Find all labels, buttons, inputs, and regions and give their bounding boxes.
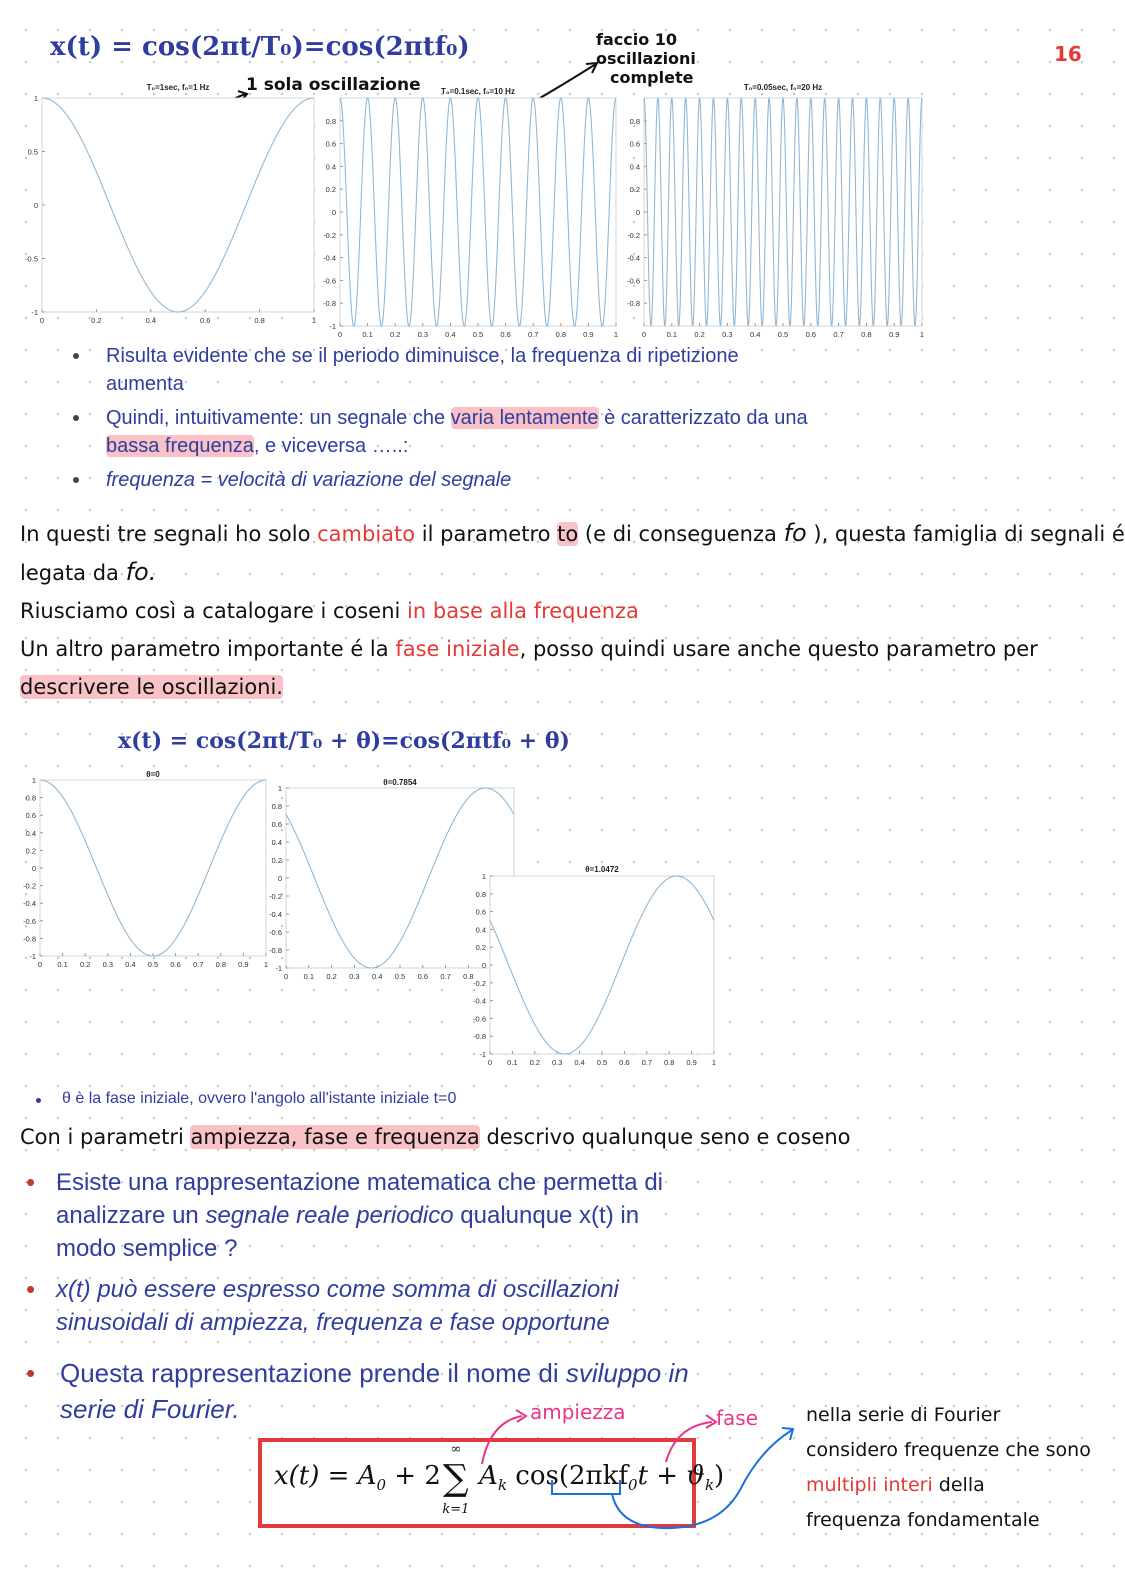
x-tick-label: 0 (337, 330, 343, 339)
x-tick-label: 0.5 (147, 960, 159, 969)
bullet-dot (36, 1098, 41, 1103)
plot-title: θ=0 (146, 770, 160, 779)
y-tick-label: -0.2 (627, 230, 640, 240)
y-tick-label: -1 (479, 1050, 486, 1059)
x-tick-label: 1 (919, 330, 925, 339)
formula-cos-phase: x(t) = cos(2πt/T₀ + θ)=cos(2πtf₀ + θ) (118, 728, 570, 754)
x-tick-label: 0.3 (102, 960, 114, 969)
x-tick-label: 0 (487, 1058, 493, 1067)
y-tick-label: -1 (31, 308, 38, 317)
y-tick-label: -0.4 (473, 996, 486, 1006)
note-text: fo. (125, 558, 157, 586)
annotation-line: faccio 10 (596, 30, 678, 49)
y-tick-label: 0.6 (271, 820, 282, 829)
y-tick-label: 0.6 (25, 811, 36, 821)
note-red-text: in base alla frequenza (407, 599, 639, 623)
formula-part: 0 (628, 1476, 638, 1495)
y-tick-label: -0.8 (323, 299, 336, 309)
x-tick-label: 0.4 (145, 316, 157, 325)
x-tick-label: 0.6 (417, 972, 429, 981)
highlight-text: to (557, 522, 579, 546)
x-tick-label: 0.8 (254, 316, 265, 325)
y-tick-label: 0.2 (325, 185, 336, 195)
y-tick-label: 1 (481, 872, 486, 881)
y-tick-label: 0.2 (475, 943, 486, 953)
x-tick-label: 0.2 (694, 330, 705, 339)
y-tick-label: 0.8 (25, 793, 36, 803)
formula-part: ) (714, 1461, 725, 1491)
y-tick-label: 0.6 (629, 139, 640, 149)
x-tick-label: 0.9 (238, 960, 249, 969)
y-tick-label: -1 (329, 322, 336, 331)
plot-area (490, 876, 714, 1054)
plot-title: T₀=1sec, f₀=1 Hz (146, 83, 210, 92)
y-tick-label: -0.6 (627, 276, 640, 286)
y-tick-label: -0.2 (269, 892, 282, 901)
bullet-text: Questa rappresentazione prende il nome di (60, 1358, 566, 1388)
y-tick-label: -0.4 (627, 253, 640, 263)
bullet-dot: • (26, 1358, 36, 1388)
note-text: considero frequenze che sono (806, 1439, 1091, 1461)
x-tick-label: 0.8 (463, 972, 474, 981)
x-tick-label: 0.5 (394, 972, 406, 981)
formula-cos-period: x(t) = cos(2πt/T₀)=cos(2πtf₀) (50, 32, 470, 62)
bullet-text: è caratterizzato da una (598, 407, 808, 429)
x-tick-label: 1 (311, 316, 317, 325)
bullet-text: serie di Fourier. (60, 1394, 240, 1424)
note-text: Con i parametri (20, 1125, 191, 1149)
plot-area (42, 98, 314, 312)
plot-area (40, 780, 266, 956)
plot-phase-0 (18, 770, 278, 975)
x-tick-label: 0.4 (371, 972, 383, 981)
note-line (20, 668, 1125, 706)
plot-area (340, 98, 616, 326)
y-tick-label: 0.2 (629, 185, 640, 195)
bullet-dot: • (26, 1274, 36, 1304)
y-tick-label: 0.8 (325, 116, 336, 126)
bullet-text: modo semplice ? (56, 1235, 238, 1262)
bullet-text: Quindi, intuitivamente: un segnale che (106, 407, 451, 429)
x-tick-label: 0.6 (619, 1058, 630, 1067)
y-tick-label: 1 (33, 94, 38, 103)
y-tick-label: -0.6 (269, 928, 282, 937)
bullet-text: analizzare un (56, 1202, 206, 1229)
x-tick-label: 0.2 (91, 316, 102, 325)
x-tick-label: 0.1 (57, 960, 68, 969)
formula-part: k (497, 1476, 508, 1495)
y-tick-label: 1 (277, 784, 282, 793)
x-tick-label: 0.7 (527, 330, 539, 339)
note-line (20, 630, 1125, 668)
y-tick-label: 0.4 (325, 162, 336, 172)
y-tick-label: 0.2 (271, 856, 282, 865)
plot-frequency-20hz (618, 78, 938, 339)
x-tick-label: 1 (711, 1058, 717, 1067)
y-tick-label: -0.2 (473, 978, 486, 988)
bullet-text: θ è la fase iniziale, ovvero l'angolo all'istante iniziale t=0 (62, 1090, 457, 1107)
y-tick-label: 0.4 (25, 828, 36, 838)
x-tick-label: 0.8 (663, 1058, 675, 1067)
side-note (806, 1398, 1091, 1538)
x-tick-label: 0.6 (170, 960, 181, 969)
highlight-text: varia lentamente (450, 407, 599, 429)
annotation-arrows (440, 1400, 820, 1540)
y-tick-label: -0.8 (269, 946, 282, 955)
annotation-one-oscillation: 1 sola oscillazione (246, 75, 421, 95)
highlight-text: ampiezza, fase e frequenza (190, 1125, 480, 1149)
plot-phase-10472 (466, 862, 728, 1074)
y-tick-label: -0.5 (25, 254, 38, 264)
x-tick-label: 0.6 (805, 330, 817, 339)
bullet-dot (73, 353, 79, 359)
x-tick-label: 0 (283, 972, 289, 981)
y-tick-label: 0 (481, 961, 486, 970)
y-tick-label: -0.2 (23, 881, 36, 891)
x-tick-label: 0.5 (472, 330, 484, 339)
x-tick-label: 0.7 (440, 972, 451, 981)
note-text: fo (783, 519, 807, 547)
x-tick-label: 0 (641, 330, 647, 339)
x-tick-label: 0.9 (686, 1058, 697, 1067)
y-tick-label: -0.8 (473, 1032, 486, 1042)
bullet-text: x(t) può essere espresso come somma di oscillazioni (56, 1276, 619, 1303)
y-tick-label: -0.6 (23, 916, 36, 926)
formula-part: cos(2πkf (507, 1461, 629, 1491)
y-tick-label: -0.8 (627, 299, 640, 309)
slide-bullets-1 (70, 342, 970, 494)
note-text: (e di conseguenza (578, 522, 784, 546)
label-ampiezza: ampiezza (530, 1400, 626, 1424)
x-tick-label: 0.3 (722, 330, 733, 339)
x-tick-label: 0.3 (551, 1058, 563, 1067)
x-tick-label: 0.9 (888, 330, 900, 339)
x-tick-label: 0.7 (833, 330, 844, 339)
note-red-text: fase iniziale (395, 637, 520, 661)
formula-part: A (479, 1461, 498, 1491)
x-tick-label: 0.8 (555, 330, 567, 339)
y-tick-label: 0.2 (25, 846, 36, 856)
x-tick-label: 0.5 (596, 1058, 608, 1067)
x-tick-label: 0.2 (79, 960, 91, 969)
plot-area (644, 98, 922, 326)
plot-title: θ=1.0472 (585, 865, 619, 874)
bullet-text: sviluppo in (565, 1358, 689, 1388)
y-tick-label: -0.6 (473, 1014, 486, 1024)
y-tick-label: 1 (31, 776, 36, 785)
note-text: il parametro (415, 522, 558, 546)
y-tick-label: -0.4 (23, 899, 36, 909)
bullet-text: segnale reale periodico (205, 1202, 454, 1229)
page-number: 16 (1054, 42, 1082, 66)
y-tick-label: 0.6 (475, 907, 486, 917)
note-text: Un altro parametro importante é la (20, 637, 396, 661)
formula-part: 0 (376, 1476, 387, 1495)
y-tick-label: 0.5 (27, 147, 38, 157)
plot-title: T₀=0.05sec, f₀=20 Hz (743, 83, 823, 92)
y-tick-label: 0.8 (271, 802, 282, 811)
x-tick-label: 0.6 (500, 330, 511, 339)
bullet-text: aumenta (106, 373, 184, 395)
x-tick-label: 1 (613, 330, 619, 339)
formula-part: + 2 (386, 1461, 441, 1491)
bullet-text: , e viceversa …..: (253, 435, 409, 457)
x-tick-label: 0 (37, 960, 43, 969)
note-text: frequenza fondamentale (806, 1509, 1040, 1531)
y-tick-label: 0 (33, 201, 38, 210)
y-tick-label: 0 (331, 208, 336, 217)
label-fase: fase (716, 1406, 759, 1430)
note-red-text: cambiato (317, 522, 416, 546)
x-tick-label: 0.4 (574, 1058, 585, 1067)
bullet-dot (73, 477, 79, 483)
y-tick-label: 0.4 (475, 925, 486, 935)
bullet-dot: • (26, 1167, 36, 1197)
formula-part: k (704, 1476, 715, 1495)
y-tick-label: 0.8 (629, 116, 640, 126)
note-text: Riusciamo così a catalogare i coseni (20, 599, 408, 623)
x-tick-label: 0.1 (507, 1058, 518, 1067)
formula-part: k=1 (442, 1502, 470, 1517)
x-tick-label: 0.4 (125, 960, 136, 969)
y-tick-label: 0.6 (325, 139, 336, 149)
highlight-text: bassa frequenza (106, 435, 254, 457)
formula-part: ∞ (450, 1442, 462, 1457)
note-line (20, 514, 1125, 553)
x-tick-label: 0.2 (529, 1058, 541, 1067)
x-tick-label: 0.4 (749, 330, 761, 339)
y-tick-label: -0.4 (269, 910, 282, 919)
fourier-formula-box: $x(t) = A_0 + 2\sum$ ∞ k=1 $A_k$ $\cos(2\pi kf_0t + ϑ_k)$ (258, 1438, 696, 1528)
x-tick-label: 0.7 (192, 960, 204, 969)
note-text: nella serie di Fourier (806, 1404, 1001, 1426)
x-tick-label: 1 (263, 960, 269, 969)
x-tick-label: 0.3 (417, 330, 429, 339)
note-text: della (932, 1474, 985, 1496)
x-tick-label: 0.8 (861, 330, 872, 339)
phase-bullet (36, 1090, 456, 1108)
x-tick-label: 0.4 (445, 330, 456, 339)
bullet-text: qualunque x(t) in (453, 1202, 640, 1229)
y-tick-label: -1 (275, 964, 282, 973)
x-tick-label: 0.2 (389, 330, 401, 339)
x-tick-label: 0.1 (303, 972, 315, 981)
bullet-text: Risulta evidente che se il periodo diminuisce, la frequenza di ripetizione (106, 345, 739, 367)
note-text: ), questa famiglia di segnali é (806, 522, 1125, 546)
y-tick-label: -0.8 (23, 934, 36, 944)
annotation-line: oscillazioni (596, 49, 696, 68)
bullet-text: frequenza = velocità di variazione del segnale (106, 469, 512, 491)
x-tick-label: 0.9 (583, 330, 594, 339)
x-tick-label: 0.2 (326, 972, 337, 981)
y-tick-label: 0.4 (271, 838, 282, 847)
y-tick-label: 0 (277, 874, 282, 883)
x-tick-label: 0.3 (349, 972, 360, 981)
y-tick-label: -0.2 (323, 230, 336, 240)
note-text: legata da (20, 561, 126, 585)
formula-part: t + ϑ (637, 1461, 705, 1491)
note-line (20, 592, 1125, 630)
bullet-dot (73, 415, 79, 421)
note-text: descrivo qualunque seno e coseno (479, 1125, 851, 1149)
plot-frequency-10hz (310, 78, 640, 339)
plot-frequency-1hz (0, 78, 330, 333)
notes-block-1 (20, 514, 1125, 706)
highlight-text: descrivere le oscillazioni. (20, 675, 283, 699)
y-tick-label: -1 (29, 952, 36, 961)
bullet-text: Esiste una rappresentazione matematica che permetta di (56, 1169, 663, 1196)
x-tick-label: 0.5 (777, 330, 789, 339)
notes-block-2 (20, 1118, 851, 1156)
note-line (20, 553, 1125, 592)
y-tick-label: 0.8 (475, 889, 486, 899)
formula-part: x(t) = A (274, 1461, 377, 1491)
x-tick-label: 0 (39, 316, 45, 325)
y-tick-label: 0.4 (629, 162, 640, 172)
plot-title: T₀=0.1sec, f₀=10 Hz (441, 87, 515, 96)
note-text: In questi tre segnali ho solo (20, 522, 318, 546)
y-tick-label: -0.6 (323, 276, 336, 286)
plot-title: θ=0.7854 (383, 778, 417, 787)
y-tick-label: 0 (31, 864, 36, 873)
y-tick-label: -0.4 (323, 253, 336, 263)
slide-bullets-3 (24, 1166, 804, 1427)
x-tick-label: 0.7 (641, 1058, 653, 1067)
x-tick-label: 0.6 (199, 316, 211, 325)
note-red-text: multipli interi (806, 1474, 933, 1496)
y-tick-label: 0 (635, 208, 640, 217)
annotation-line: complete (610, 68, 694, 87)
x-tick-label: 0.1 (362, 330, 373, 339)
x-tick-label: 0.8 (215, 960, 227, 969)
note-text: , posso quindi usare anche questo parametro per (519, 637, 1038, 661)
bullet-text: sinusoidali di ampiezza, frequenza e fase opportune (56, 1309, 610, 1336)
x-tick-label: 0.1 (666, 330, 678, 339)
